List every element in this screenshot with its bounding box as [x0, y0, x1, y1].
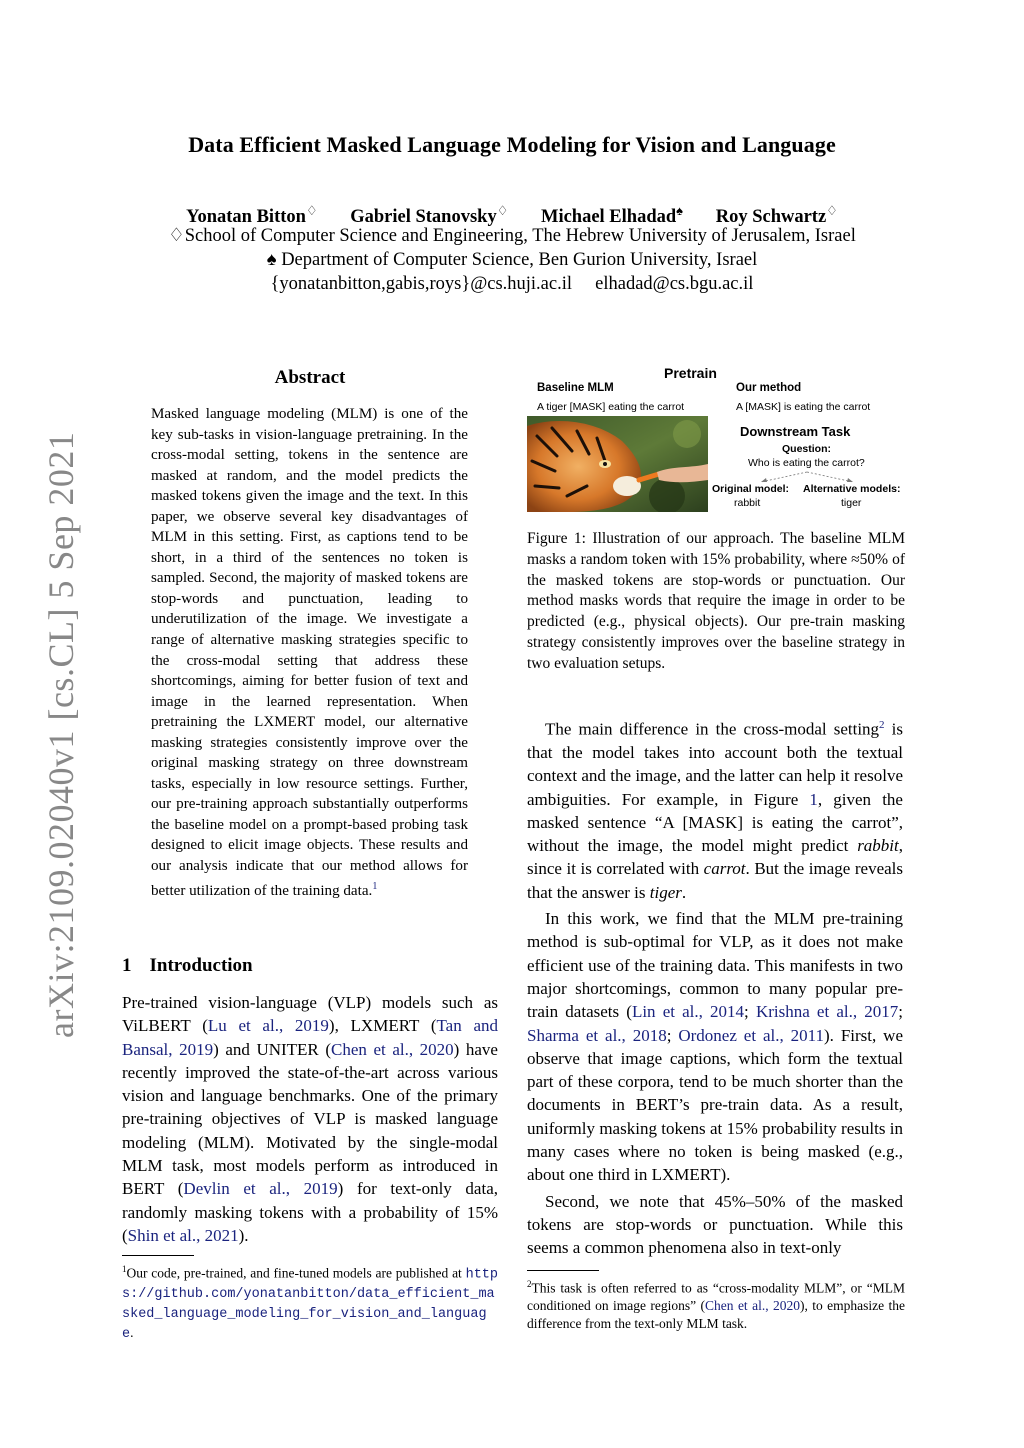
paragraph: Second, we note that 45%–50% of the masked tokens are stop-words or punctuation. While this seems a common phenomena also in text-only [527, 1191, 903, 1258]
footnote-2: $^2$This task is often referred to as “cross-modality MLM”, or “MLM conditioned on image regions” (Chen et al., 2020), to emphasize the difference from the text-only MLM task. [527, 1279, 906, 1332]
figure-our-method-label: Our method [736, 382, 802, 394]
arxiv-identifier: arXiv:2109.02040v1 [cs.CL] 5 Sep 2021 [41, 431, 81, 1038]
footnote-divider [122, 1255, 194, 1256]
figure-baseline-sentence: A tiger [MASK] eating the carrot [537, 401, 685, 413]
author: Michael Elhadad♠ [540, 203, 684, 227]
citation-link[interactable]: Lin et al., 2014 [631, 1002, 745, 1022]
figure-alt-model-label: Alternative models: [803, 483, 901, 495]
footnote-1: $^1$Our code, pre-trained, and fine-tuned models are published at https://github.com/yonatanbitton/data_efficient_masked_language_modeling_for_vision_and_language. [122, 1264, 498, 1342]
figure-original-answer: rabbit [734, 497, 761, 509]
author: Yonatan Bitton♢ [186, 203, 318, 227]
paragraph: In this work, we find that the MLM pre-training method is sub-optimal for VLP, as it does not make efficient use of the training data. This manifests in two major shortcomings, common to many popular pre-train datasets (Lin et al., 2014; Krishna et al., 2017; Sharma et al., 2018; Ordonez et al., 2011). First, we observe that image captions, which form the textual part of these corpora, tend to be much shorter than the documents in BERT’s pre-train data. As a result, uniformly masking tokens at 15% probability results in many cases where no token is being masked (e.g., about one third in LXMERT). [527, 909, 903, 1185]
figure-1 [527, 362, 905, 522]
author-emails: {yonatanbitton,gabis,roys}@cs.huji.ac.il elhadad@cs.bgu.ac.il [270, 274, 754, 294]
tiger-photo [527, 416, 708, 512]
figure-our-sentence: A [MASK] is eating the carrot [736, 401, 871, 413]
affiliation-huji: ♢School of Computer Science and Engineering, The Hebrew University of Jerusalem, Israel [168, 226, 856, 246]
figure-question-text: Who is eating the carrot? [748, 457, 865, 469]
affiliation-bgu: ♠ Department of Computer Science, Ben Gurion University, Israel [266, 250, 758, 270]
citation-link[interactable]: Ordonez et al., 2011 [678, 1025, 825, 1045]
figure-downstream-label: Downstream Task [740, 424, 851, 439]
figure-question-label: Question: [782, 443, 831, 455]
author: Gabriel Stanovsky♢ [350, 203, 509, 227]
citation-link[interactable]: Shin et al., 2021 [127, 1225, 239, 1245]
citation-link[interactable]: Sharma et al., 2018 [527, 1025, 667, 1045]
figure-arrows [737, 470, 877, 484]
paper-title: Data Efficient Masked Language Modeling for Vision and Language [188, 132, 836, 157]
figure-original-model-label: Original model: [712, 483, 790, 495]
citation-link[interactable]: Krishna et al., 2017 [755, 1002, 899, 1022]
figure-pretrain-label: Pretrain [664, 365, 717, 381]
paragraph: The main difference in the cross-modal setting$^2$ is that the model takes into account both the textual context and the image, and the latter can help it resolve ambiguities. For example, in Figure 1, given the masked sentence “A [MASK] is eating the carrot”, without the image, the model might predict rabbit, since it is correlated with carrot. But the image reveals that the answer is tiger. [527, 719, 903, 902]
citation-link[interactable]: Chen et al., 2020 [331, 1039, 454, 1059]
figure-alt-answer: tiger [841, 497, 862, 509]
figure-caption: Figure 1: Illustration of our approach. The baseline MLM masks a random token with 15% probability, where ≈50% of the masked tokens are stop-words or punctuation. Our method masks words that require the image in order to be predicted (e.g., physical objects). Our pre-train masking strategy consistently improves over the baseline strategy in two evaluation setups. [527, 530, 905, 672]
figure-ref-link[interactable]: 1 [809, 789, 818, 809]
section-heading: 1 Introduction [122, 955, 253, 976]
citation-link[interactable]: Chen et al., 2020 [705, 1298, 800, 1314]
citation-link[interactable]: Tan and Bansal, 2019 [122, 1016, 498, 1059]
citation-link[interactable]: Devlin et al., 2019 [183, 1179, 338, 1199]
intro-paragraph: Pre-trained vision-language (VLP) models such as ViLBERT (Lu et al., 2019), LXMERT (Tan and Bansal, 2019) and UNITER (Chen et al., 2020) have recently improved the state-of-the-art across various vision and language benchmarks. One of the primary pre-training objectives of VLP is masked language modeling (MLM). Motivated by the single-modal MLM task, most models perform as introduced in BERT (Devlin et al., 2019) for text-only data, randomly masking tokens with a probability of 15% (Shin et al., 2021). [122, 993, 498, 1245]
abstract-heading: Abstract [274, 367, 346, 388]
footnote-divider [527, 1270, 599, 1271]
author: Roy Schwartz♢ [715, 203, 838, 227]
abstract-text: Masked language modeling (MLM) is one of the key sub-tasks in vision-language pretraining. In the cross-modal setting, tokens in the sentence are masked at random, and the model predicts the masked tokens given the image and the text. In this paper, we observe several key disadvantages of MLM in this setting. First, as captions tend to be short, in a third of the sentences no token is sampled. Second, the majority of masked tokens are stop-words and punctuation, leading to underutilization of the image. We investigate a range of alternative masking strategies specific to the cross-modal setting that address these shortcomings, aiming for better fusion of text and image in the learned representation. When pretraining the LXMERT model, our alternative masking strategies consistently improve over the original masking strategy on three downstream tasks, especially in low resource settings. Further, our pre-training approach substantially outperforms the baseline model on a prompt-based probing task designed to elicit image objects. These results and our analysis indicate that our method allows for better utilization of the training data.$^1$ [151, 406, 468, 899]
figure-baseline-label: Baseline MLM [537, 382, 614, 394]
right-column-text [527, 714, 903, 1262]
citation-link[interactable]: Lu et al., 2019 [207, 1016, 329, 1036]
code-url-link[interactable]: https://github.com/yonatanbitton/data_efficient_masked_language_modeling_for_vision_and_language [122, 1267, 498, 1342]
footnote-ref[interactable]: 1 [372, 880, 378, 892]
footnote-ref[interactable]: 2 [879, 719, 885, 731]
